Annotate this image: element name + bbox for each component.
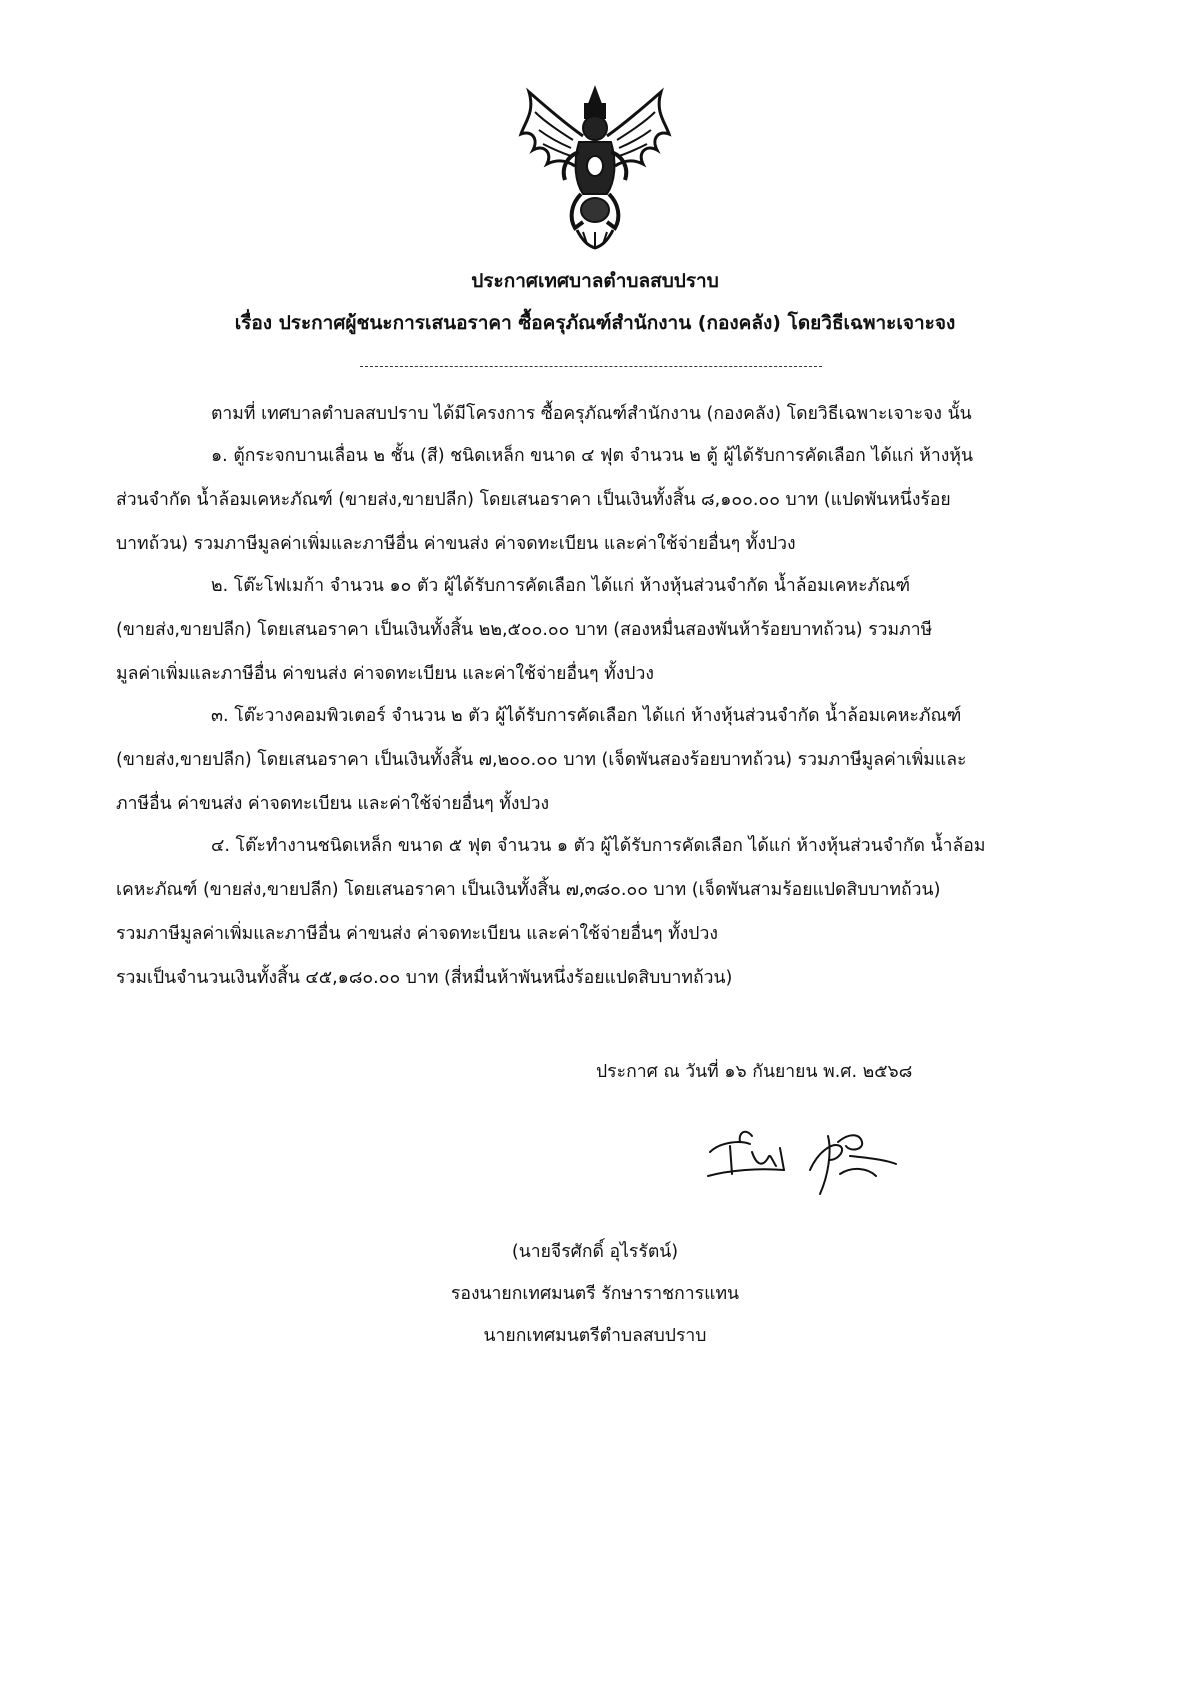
signer-position-2: นายกเทศมนตรีตำบลสบปราบ bbox=[483, 1326, 707, 1346]
item-1-paragraph bbox=[116, 438, 1076, 562]
item-1-line-1: ๑. ตู้กระจกบานเลื่อน ๒ ชั้น (สี) ชนิดเหล็ก ขนาด ๔ ฟุต จำนวน ๒ ตู้ ผู้ได้รับการคัดเลือก ได้แก่ ห้างหุ้น bbox=[211, 446, 973, 466]
item-2-line-1: ๒. โต๊ะโฟเมก้า จำนวน ๑๐ ตัว ผู้ได้รับการคัดเลือก ได้แก่ ห้างหุ้นส่วนจำกัด น้ำล้อมเคหะภัณฑ์ bbox=[211, 576, 911, 596]
item-4-line-3: รวมภาษีมูลค่าเพิ่มและภาษีอื่น ค่าขนส่ง ค่าจดทะเบียน และค่าใช้จ่ายอื่นๆ ทั้งปวง bbox=[116, 924, 718, 944]
item-4-line-2: เคหะภัณฑ์ (ขายส่ง,ขายปลีก) โดยเสนอราคา เป็นเงินทั้งสิ้น ๗,๓๘๐.๐๐ บาท (เจ็ดพันสามร้อยแปดสิบบาทถ้วน) bbox=[116, 880, 941, 900]
item-3-line-3: ภาษีอื่น ค่าขนส่ง ค่าจดทะเบียน และค่าใช้จ่ายอื่นๆ ทั้งปวง bbox=[116, 794, 550, 814]
title-divider bbox=[360, 366, 822, 367]
item-3-line-2: (ขายส่ง,ขายปลีก) โดยเสนอราคา เป็นเงินทั้งสิ้น ๗,๒๐๐.๐๐ บาท (เจ็ดพันสองร้อยบาทถ้วน) รวมภาษีมูลค่าเพิ่มและ bbox=[116, 750, 967, 770]
total-line: รวมเป็นจำนวนเงินทั้งสิ้น ๔๕,๑๘๐.๐๐ บาท (สี่หมื่นห้าพันหนึ่งร้อยแปดสิบบาทถ้วน) bbox=[116, 968, 733, 988]
intro-paragraph bbox=[116, 396, 1076, 432]
signer-position-1: รองนายกเทศมนตรี รักษาราชการแทน bbox=[450, 1284, 740, 1304]
item-1-line-3: บาทถ้วน) รวมภาษีมูลค่าเพิ่มและภาษีอื่น ค่าขนส่ง ค่าจดทะเบียน และค่าใช้จ่ายอื่นๆ ทั้งปวง bbox=[116, 534, 796, 554]
item-1-line-2: ส่วนจำกัด น้ำล้อมเคหะภัณฑ์ (ขายส่ง,ขายปลีก) โดยเสนอราคา เป็นเงินทั้งสิ้น ๘,๑๐๐.๐๐ บาท (แปดพันหนึ่งร้อย bbox=[116, 490, 951, 510]
intro-line: ตามที่ เทศบาลตำบลสบปราบ ได้มีโครงการ ซื้อครุภัณฑ์สำนักงาน (กองคลัง) โดยวิธีเฉพาะเจาะจง นั้น bbox=[211, 404, 972, 424]
signature-icon bbox=[700, 1112, 900, 1202]
item-4-line-1: ๔. โต๊ะทำงานชนิดเหล็ก ขนาด ๕ ฟุต จำนวน ๑ ตัว ผู้ได้รับการคัดเลือก ได้แก่ ห้างหุ้นส่วนจำกัด น้ำล้อม bbox=[211, 836, 986, 856]
signer-name: (นายจีรศักดิ์ อุไรรัตน์) bbox=[511, 1242, 679, 1262]
item-2-line-3: มูลค่าเพิ่มและภาษีอื่น ค่าขนส่ง ค่าจดทะเบียน และค่าใช้จ่ายอื่นๆ ทั้งปวง bbox=[116, 664, 654, 684]
item-4-paragraph bbox=[116, 828, 1076, 996]
item-3-line-1: ๓. โต๊ะวางคอมพิวเตอร์ จำนวน ๒ ตัว ผู้ได้รับการคัดเลือก ได้แก่ ห้างหุ้นส่วนจำกัด น้ำล้อมเคหะภัณฑ์ bbox=[211, 706, 962, 726]
announcement-subject: เรื่อง ประกาศผู้ชนะการเสนอราคา ซื้อครุภัณฑ์สำนักงาน (กองคลัง) โดยวิธีเฉพาะเจาะจง bbox=[234, 312, 956, 334]
garuda-emblem-icon bbox=[513, 82, 677, 250]
item-2-line-2: (ขายส่ง,ขายปลีก) โดยเสนอราคา เป็นเงินทั้งสิ้น ๒๒,๕๐๐.๐๐ บาท (สองหมื่นสองพันห้าร้อยบาทถ้วน) รวมภาษี bbox=[116, 620, 933, 640]
item-2-paragraph bbox=[116, 568, 1076, 692]
announcement-title: ประกาศเทศบาลตำบลสบปราบ bbox=[471, 270, 719, 292]
announcement-date: ประกาศ ณ วันที่ ๑๖ กันยายน พ.ศ. ๒๕๖๘ bbox=[596, 1062, 913, 1082]
item-3-paragraph bbox=[116, 698, 1076, 822]
